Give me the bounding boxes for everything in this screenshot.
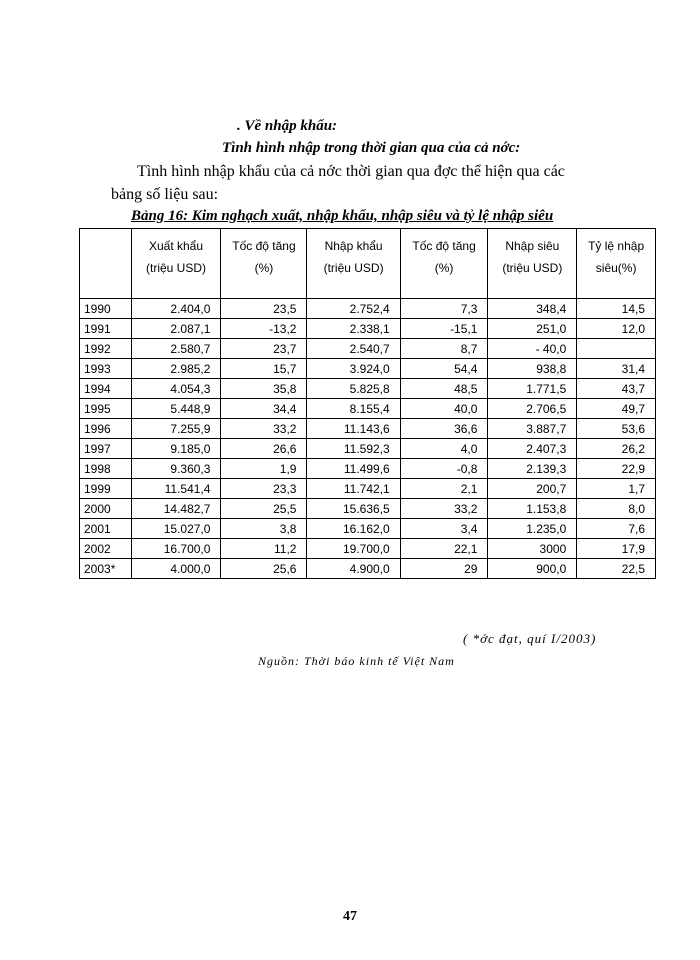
value-cell: 200,7 (488, 479, 577, 499)
value-cell: 8,7 (400, 339, 488, 359)
table-row (80, 319, 656, 339)
value-cell: 15.027,0 (131, 519, 221, 539)
table-row (80, 459, 656, 479)
table-caption: Bảng 16: Kim nghạch xuất, nhập khẩu, nhập siêu và tỷ lệ nhập siêu (131, 208, 554, 224)
header-import-growth (400, 229, 488, 299)
value-cell: 40,0 (400, 399, 488, 419)
value-cell: 4,0 (400, 439, 488, 459)
value-cell: 53,6 (577, 419, 656, 439)
header-import (307, 229, 400, 299)
value-cell: 1,9 (221, 459, 307, 479)
value-cell: 2.338,1 (307, 319, 400, 339)
value-cell: 4.900,0 (307, 559, 400, 579)
header-label-line: Nhập siêu (505, 239, 560, 253)
value-cell: 7,6 (577, 519, 656, 539)
value-cell: 23,5 (221, 299, 307, 319)
intro-paragraph-line1: Tình hình nhập khẩu của cả nớc thời gian qua đợc thể hiện qua các (137, 163, 565, 180)
value-cell: 11,2 (221, 539, 307, 559)
value-cell: 15.636,5 (307, 499, 400, 519)
year-cell: 1999 (80, 479, 132, 499)
year-cell: 2003* (80, 559, 132, 579)
year-cell: 1992 (80, 339, 132, 359)
table-row (80, 519, 656, 539)
value-cell: 2.404,0 (131, 299, 221, 319)
value-cell: 1.153,8 (488, 499, 577, 519)
header-label-line: siêu(%) (595, 261, 637, 275)
value-cell: 8,0 (577, 499, 656, 519)
value-cell: 48,5 (400, 379, 488, 399)
header-label-line: (triệu USD) (146, 261, 207, 275)
table-row (80, 479, 656, 499)
value-cell: 33,2 (221, 419, 307, 439)
header-label-line: (triệu USD) (323, 261, 384, 275)
value-cell: 49,7 (577, 399, 656, 419)
year-cell: 2000 (80, 499, 132, 519)
value-cell (577, 339, 656, 359)
table-row (80, 559, 656, 579)
table-row (80, 399, 656, 419)
value-cell: 16.162,0 (307, 519, 400, 539)
header-year (80, 229, 132, 299)
value-cell: 7,3 (400, 299, 488, 319)
value-cell: 14,5 (577, 299, 656, 319)
header-label-line: Xuất khẩu (148, 239, 204, 253)
table-row (80, 359, 656, 379)
value-cell: 251,0 (488, 319, 577, 339)
value-cell: 4.054,3 (131, 379, 221, 399)
year-cell: 2002 (80, 539, 132, 559)
value-cell: 23,7 (221, 339, 307, 359)
value-cell: 36,6 (400, 419, 488, 439)
value-cell: 9.360,3 (131, 459, 221, 479)
value-cell: 22,1 (400, 539, 488, 559)
year-cell: 1990 (80, 299, 132, 319)
table-row (80, 539, 656, 559)
table-row (80, 339, 656, 359)
year-cell: 1996 (80, 419, 132, 439)
value-cell: 12,0 (577, 319, 656, 339)
header-label-line: (%) (434, 261, 454, 275)
value-cell: -15,1 (400, 319, 488, 339)
value-cell: 2.985,2 (131, 359, 221, 379)
value-cell: 23,3 (221, 479, 307, 499)
trade-table (79, 228, 656, 579)
value-cell: -0,8 (400, 459, 488, 479)
value-cell: 43,7 (577, 379, 656, 399)
value-cell: 11.742,1 (307, 479, 400, 499)
value-cell: 15,7 (221, 359, 307, 379)
table-row (80, 379, 656, 399)
source-note: Nguồn: Thời báo kinh tế Việt Nam (258, 654, 455, 668)
year-cell: 1998 (80, 459, 132, 479)
value-cell: 2.139,3 (488, 459, 577, 479)
value-cell: 25,5 (221, 499, 307, 519)
value-cell: 3,8 (221, 519, 307, 539)
value-cell: 11.143,6 (307, 419, 400, 439)
value-cell: 7.255,9 (131, 419, 221, 439)
value-cell: 3.887,7 (488, 419, 577, 439)
value-cell: -13,2 (221, 319, 307, 339)
value-cell: 900,0 (488, 559, 577, 579)
value-cell: 1.771,5 (488, 379, 577, 399)
intro-paragraph-line2: bảng số liệu sau: (111, 186, 219, 203)
section-subheading: Tình hình nhập trong thời gian qua của cả nớc: (222, 140, 521, 156)
value-cell: 348,4 (488, 299, 577, 319)
value-cell: 2.706,5 (488, 399, 577, 419)
year-cell: 1995 (80, 399, 132, 419)
value-cell: 16.700,0 (131, 539, 221, 559)
value-cell: 31,4 (577, 359, 656, 379)
value-cell: 26,6 (221, 439, 307, 459)
table-row (80, 439, 656, 459)
value-cell: 35,8 (221, 379, 307, 399)
value-cell: 22,9 (577, 459, 656, 479)
header-label-line: Tốc độ tăng (232, 239, 296, 253)
value-cell: 11.541,4 (131, 479, 221, 499)
year-cell: 1991 (80, 319, 132, 339)
table-header-row (80, 229, 656, 299)
year-cell: 1993 (80, 359, 132, 379)
value-cell: 11.499,6 (307, 459, 400, 479)
value-cell: 19.700,0 (307, 539, 400, 559)
value-cell: 2,1 (400, 479, 488, 499)
header-deficit-ratio (577, 229, 656, 299)
value-cell: 34,4 (221, 399, 307, 419)
value-cell: 25,6 (221, 559, 307, 579)
header-label-line: (triệu USD) (502, 261, 563, 275)
footnote: ( *ớc đạt, quí I/2003) (463, 631, 597, 646)
year-cell: 1994 (80, 379, 132, 399)
value-cell: 17,9 (577, 539, 656, 559)
header-label-line: Tỷ lệ nhập (588, 239, 645, 253)
header-label-line: Nhập khẩu (324, 239, 383, 253)
page-number: 47 (343, 909, 357, 924)
value-cell: 2.580,7 (131, 339, 221, 359)
value-cell: 5.448,9 (131, 399, 221, 419)
value-cell: 2.407,3 (488, 439, 577, 459)
value-cell: - 40,0 (488, 339, 577, 359)
value-cell: 14.482,7 (131, 499, 221, 519)
year-cell: 2001 (80, 519, 132, 539)
table-row (80, 499, 656, 519)
value-cell: 1,7 (577, 479, 656, 499)
value-cell: 2.540,7 (307, 339, 400, 359)
value-cell: 2.752,4 (307, 299, 400, 319)
value-cell: 5.825,8 (307, 379, 400, 399)
value-cell: 3.924,0 (307, 359, 400, 379)
value-cell: 1.235,0 (488, 519, 577, 539)
value-cell: 26,2 (577, 439, 656, 459)
value-cell: 3000 (488, 539, 577, 559)
header-trade-deficit (488, 229, 577, 299)
value-cell: 22,5 (577, 559, 656, 579)
value-cell: 9.185,0 (131, 439, 221, 459)
header-export (131, 229, 221, 299)
value-cell: 54,4 (400, 359, 488, 379)
value-cell: 33,2 (400, 499, 488, 519)
header-export-growth (221, 229, 307, 299)
year-cell: 1997 (80, 439, 132, 459)
value-cell: 4.000,0 (131, 559, 221, 579)
value-cell: 2.087,1 (131, 319, 221, 339)
value-cell: 8.155,4 (307, 399, 400, 419)
header-label-line: (%) (254, 261, 274, 275)
table-row (80, 419, 656, 439)
value-cell: 3,4 (400, 519, 488, 539)
table-row (80, 299, 656, 319)
value-cell: 29 (400, 559, 488, 579)
section-heading: . Về nhập khẩu: (237, 118, 338, 134)
value-cell: 11.592,3 (307, 439, 400, 459)
header-label-line: Tốc độ tăng (412, 239, 476, 253)
value-cell: 938,8 (488, 359, 577, 379)
